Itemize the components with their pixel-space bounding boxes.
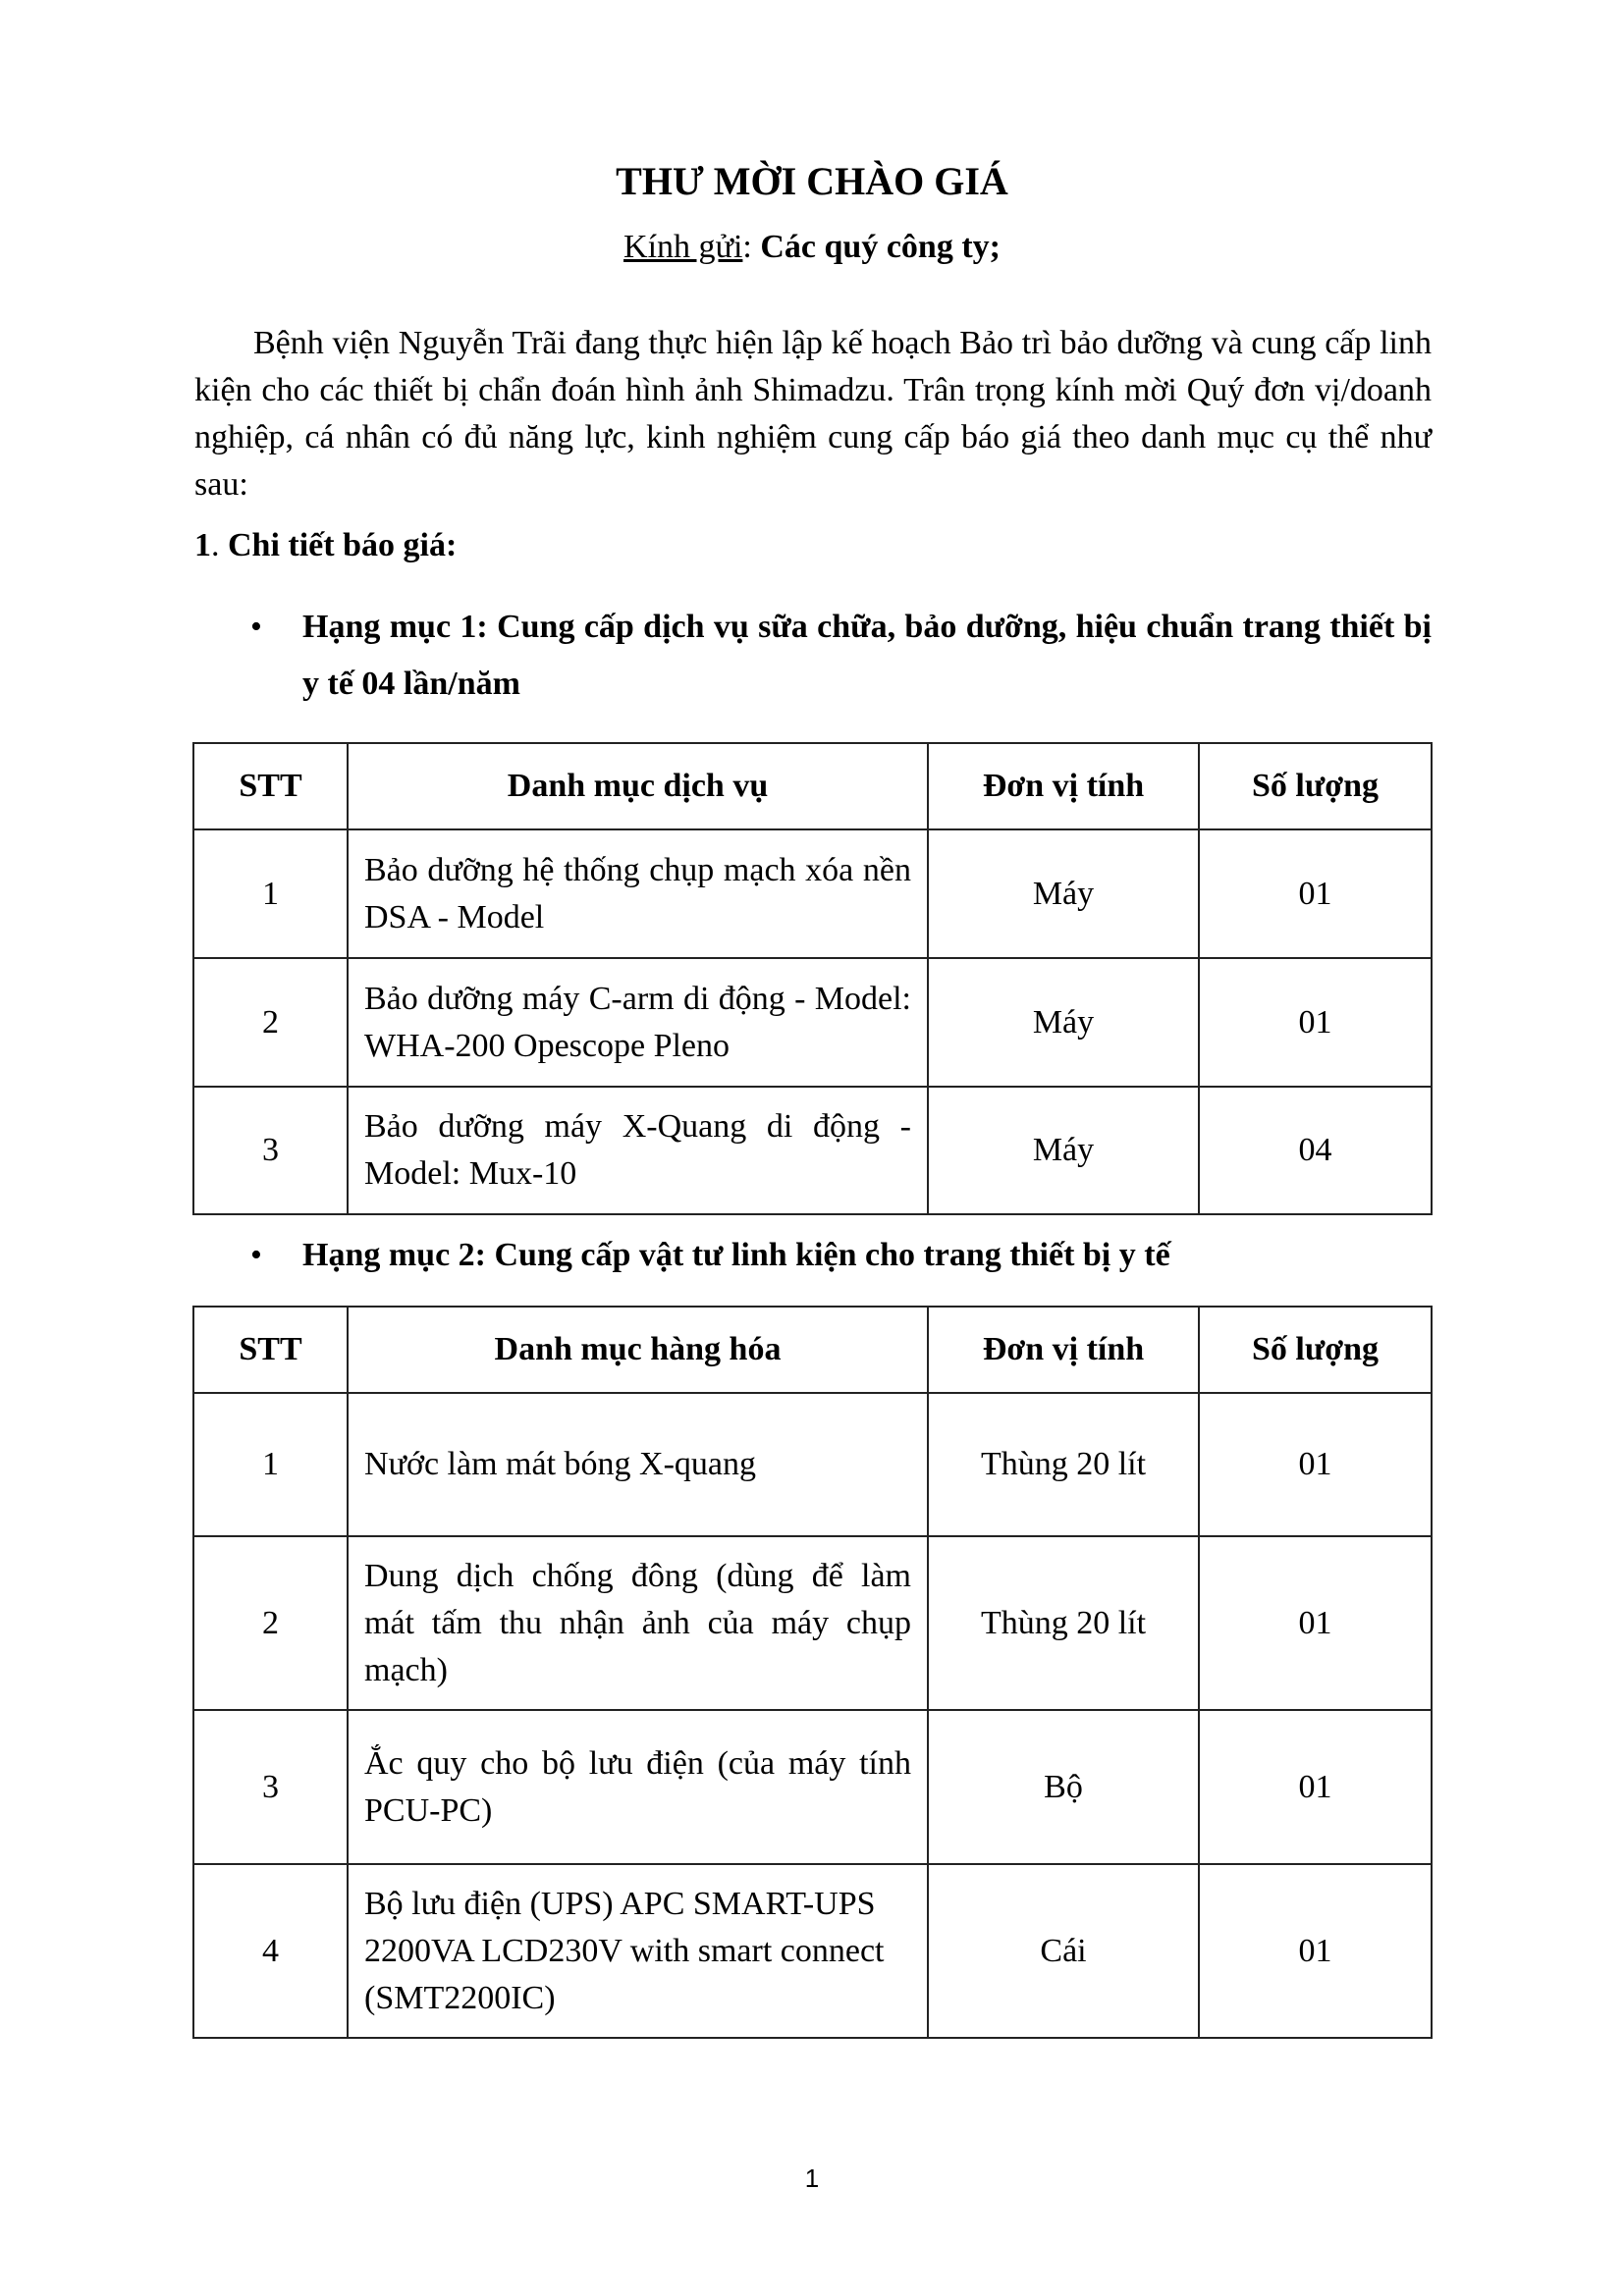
cell-name: Nước làm mát bóng X-quang: [348, 1393, 928, 1536]
cell-unit: Máy: [928, 829, 1199, 958]
header-goods: Danh mục hàng hóa: [348, 1307, 928, 1393]
cell-unit: Máy: [928, 958, 1199, 1087]
table-row: [193, 1864, 1432, 2038]
cell-quantity: 01: [1199, 829, 1432, 958]
table-row: [193, 829, 1432, 958]
header-quantity: Số lượng: [1199, 1307, 1432, 1393]
cell-stt: 2: [193, 958, 348, 1087]
document-title: THƯ MỜI CHÀO GIÁ: [616, 159, 1008, 203]
header-quantity: Số lượng: [1199, 743, 1432, 829]
cell-unit: Thùng 20 lít: [928, 1393, 1199, 1536]
recipient-separator: :: [742, 229, 761, 265]
header-service: Danh mục dịch vụ: [348, 743, 928, 829]
category2-heading: Hạng mục 2: Cung cấp vật tư linh kiện cho trang thiết bị y tế: [302, 1237, 1170, 1273]
cell-stt: 4: [193, 1864, 348, 2038]
category1-heading: Hạng mục 1: Cung cấp dịch vụ sữa chữa, bảo dưỡng, hiệu chuẩn trang thiết bị y tế 04 lần/năm: [302, 609, 1432, 702]
cell-name: Bảo dưỡng máy C-arm di động - Model: WHA-200 Opescope Pleno: [348, 958, 928, 1087]
cell-stt: 1: [193, 829, 348, 958]
cell-quantity: 04: [1199, 1087, 1432, 1214]
cell-unit: Bộ: [928, 1710, 1199, 1864]
cell-stt: 2: [193, 1536, 348, 1710]
cell-quantity: 01: [1199, 1393, 1432, 1536]
table-row: [193, 1087, 1432, 1214]
table-row: [193, 1393, 1432, 1536]
section-heading: [194, 524, 457, 567]
table-row: [193, 1710, 1432, 1864]
cell-stt: 1: [193, 1393, 348, 1536]
cell-stt: 3: [193, 1087, 348, 1214]
cell-quantity: 01: [1199, 1864, 1432, 2038]
section-title: Chi tiết báo giá:: [219, 527, 458, 563]
intro-paragraph: Bệnh viện Nguyễn Trãi đang thực hiện lập kế hoạch Bảo trì bảo dưỡng và cung cấp linh kiện cho các thiết bị chẩn đoán hình ảnh Shimadzu. Trân trọng kính mời Quý đơn vị/doanh nghiệp, cá nhân có đủ năng lực, kinh nghiệm cung cấp báo giá theo danh mục cụ thể như sau:: [194, 325, 1432, 503]
cell-name: Bộ lưu điện (UPS) APC SMART-UPS 2200VA LCD230V with smart connect (SMT2200IC): [348, 1864, 928, 2038]
page-number: 1: [804, 2163, 820, 2193]
header-stt: STT: [193, 743, 348, 829]
cell-unit: Cái: [928, 1864, 1199, 2038]
table-header-row: [193, 1307, 1432, 1393]
recipient-line: [0, 226, 1624, 269]
cell-name: Ắc quy cho bộ lưu điện (của máy tính PCU-PC): [348, 1710, 928, 1864]
table-row: [193, 1536, 1432, 1710]
table-header-row: [193, 743, 1432, 829]
cell-name: Bảo dưỡng máy X-Quang di động - Model: Mux-10: [348, 1087, 928, 1214]
bullet-icon: •: [250, 609, 262, 645]
cell-stt: 3: [193, 1710, 348, 1864]
table-row: [193, 958, 1432, 1087]
bullet-icon: •: [250, 1237, 262, 1273]
services-table: [192, 742, 1433, 1215]
cell-unit: Máy: [928, 1087, 1199, 1214]
header-unit: Đơn vị tính: [928, 743, 1199, 829]
recipient-value: Các quý công ty;: [760, 229, 1001, 265]
cell-quantity: 01: [1199, 1710, 1432, 1864]
cell-name: Bảo dưỡng hệ thống chụp mạch xóa nền DSA - Model: [348, 829, 928, 958]
recipient-label: Kính gửi: [623, 229, 743, 265]
header-unit: Đơn vị tính: [928, 1307, 1199, 1393]
goods-table: [192, 1306, 1433, 2039]
header-stt: STT: [193, 1307, 348, 1393]
cell-unit: Thùng 20 lít: [928, 1536, 1199, 1710]
section-dot: .: [211, 527, 220, 563]
cell-name: Dung dịch chống đông (dùng để làm mát tấm thu nhận ảnh của máy chụp mạch): [348, 1536, 928, 1710]
cell-quantity: 01: [1199, 958, 1432, 1087]
section-number: 1: [194, 527, 211, 563]
cell-quantity: 01: [1199, 1536, 1432, 1710]
